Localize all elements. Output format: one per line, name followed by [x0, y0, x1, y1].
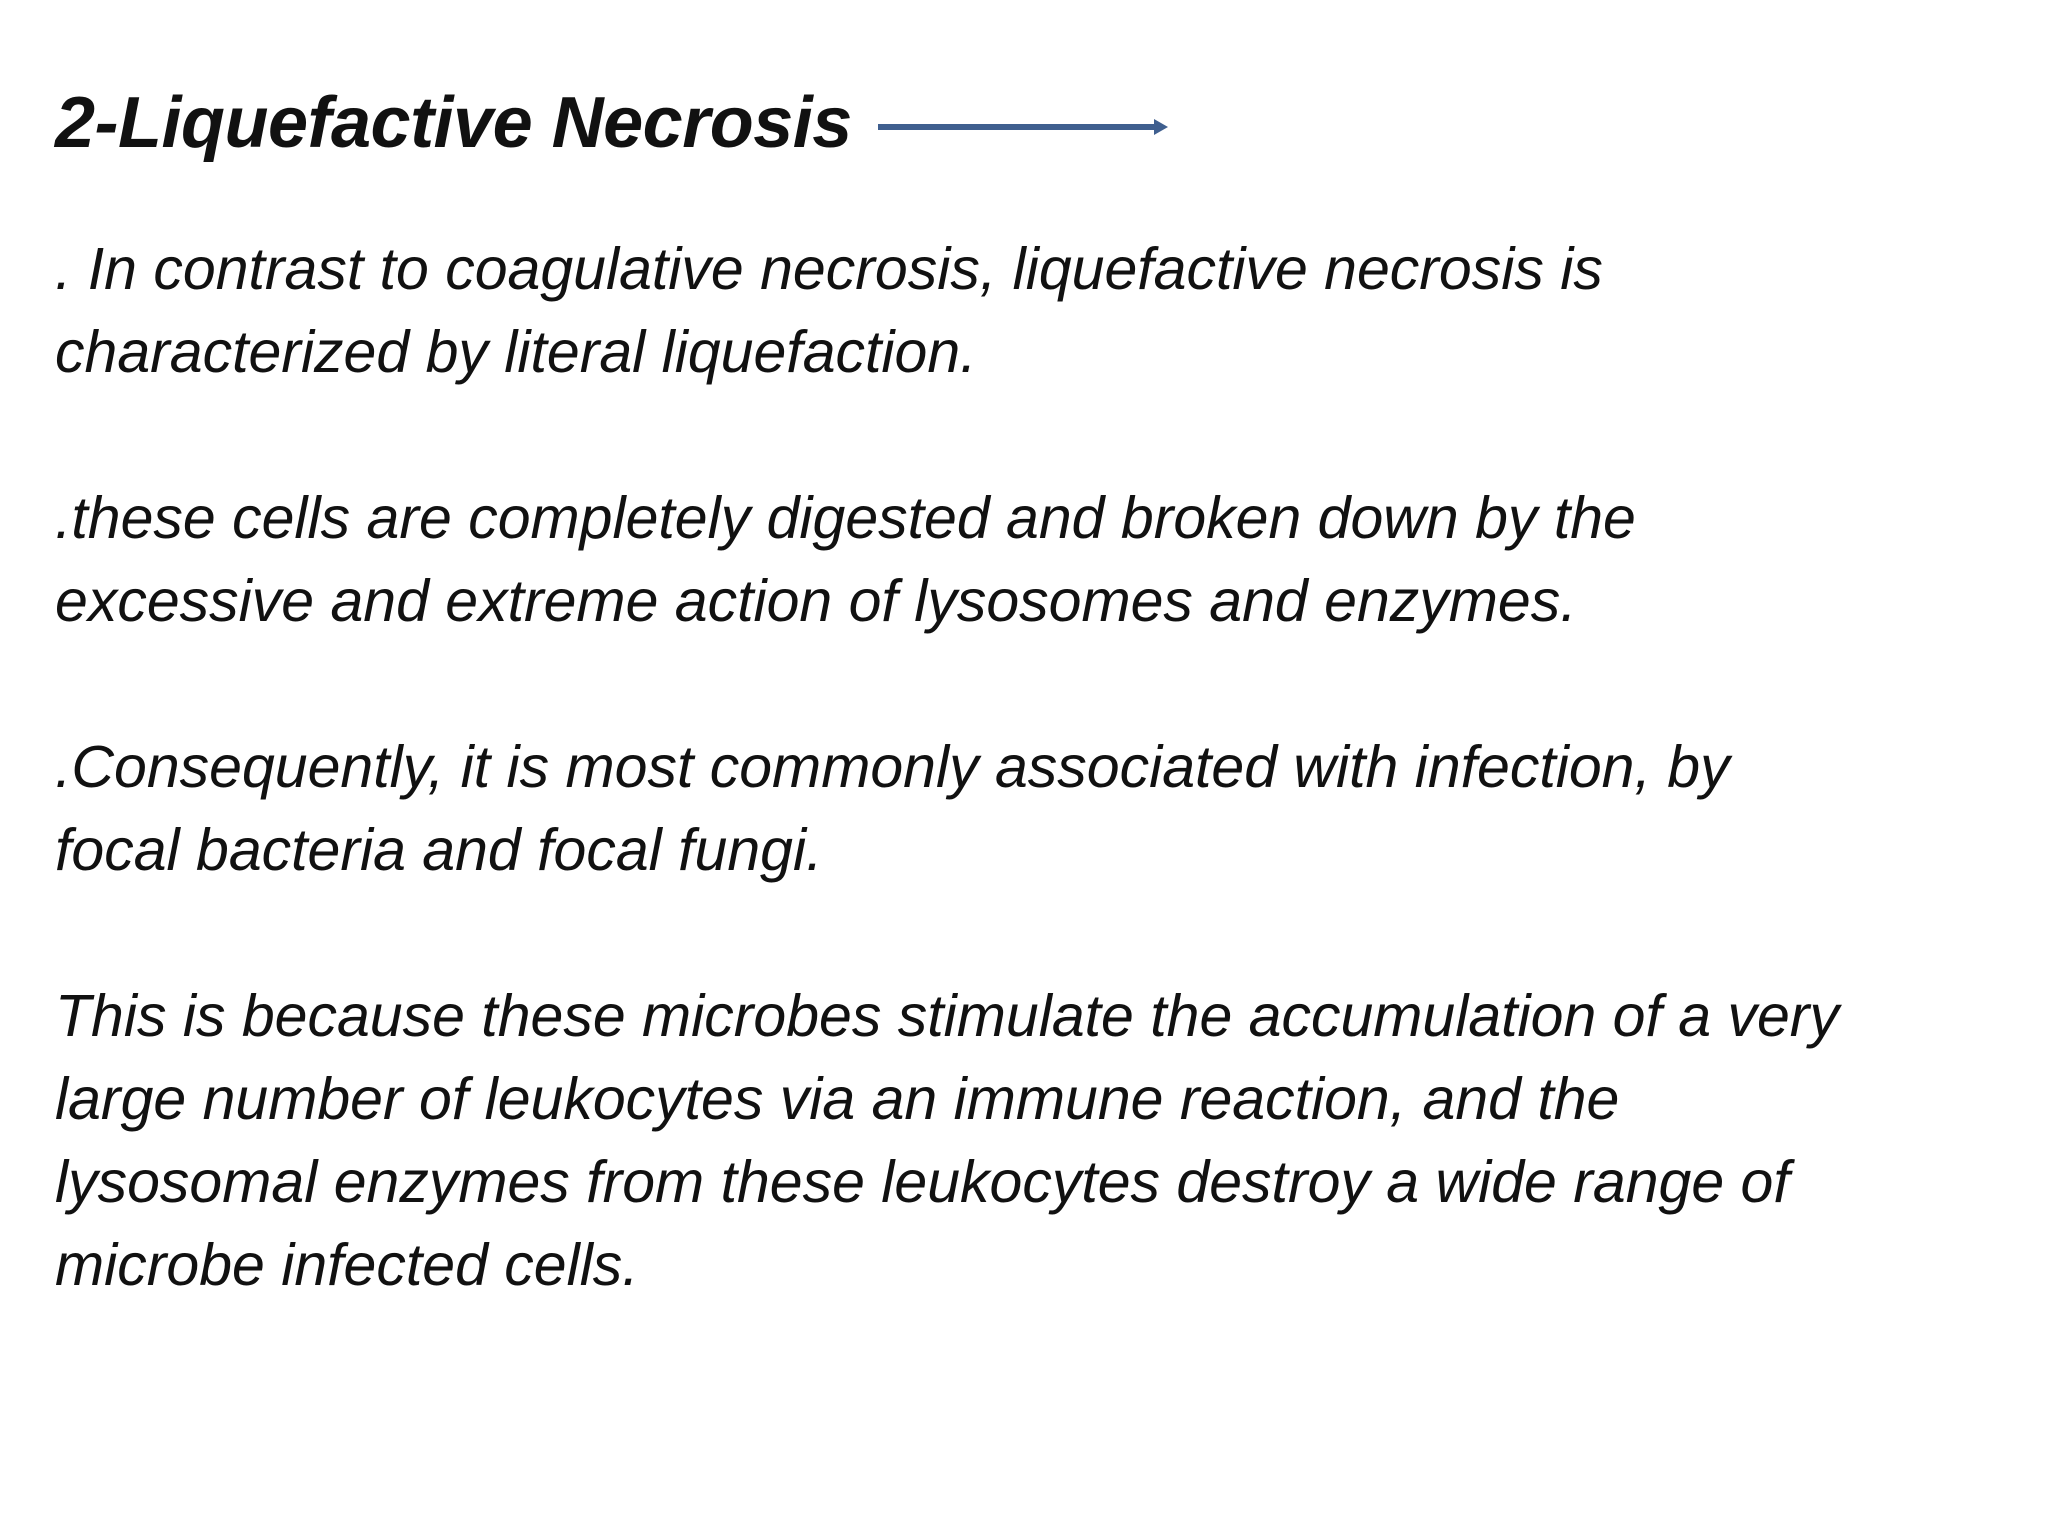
paragraph-3: [55, 726, 2005, 892]
paragraph-line: microbe infected cells.: [55, 1232, 639, 1298]
paragraph-line: large number of leukocytes via an immune reaction, and the: [55, 1066, 1620, 1132]
right-arrow-icon: [878, 114, 1168, 140]
paragraph-line: excessive and extreme action of lysosomes and enzymes.: [55, 568, 1577, 634]
arrow-head: [1154, 119, 1168, 135]
title-row: [55, 68, 852, 178]
paragraph-line: .Consequently, it is most commonly associated with infection, by: [55, 734, 1730, 800]
paragraph-1: [55, 228, 2005, 394]
paragraph-line: lysosomal enzymes from these leukocytes destroy a wide range of: [55, 1149, 1790, 1215]
slide-body: [55, 228, 2005, 1390]
paragraph-line: This is because these microbes stimulate the accumulation of a very: [55, 983, 1839, 1049]
paragraph-line: focal bacteria and focal fungi.: [55, 817, 823, 883]
slide-title: 2-Liquefactive Necrosis: [55, 83, 852, 163]
paragraph-2: [55, 477, 2005, 643]
paragraph-line: .these cells are completely digested and broken down by the: [55, 485, 1636, 551]
paragraph-line: . In contrast to coagulative necrosis, liquefactive necrosis is: [55, 236, 1603, 302]
paragraph-line: characterized by literal liquefaction.: [55, 319, 977, 385]
paragraph-4: [55, 975, 2005, 1307]
